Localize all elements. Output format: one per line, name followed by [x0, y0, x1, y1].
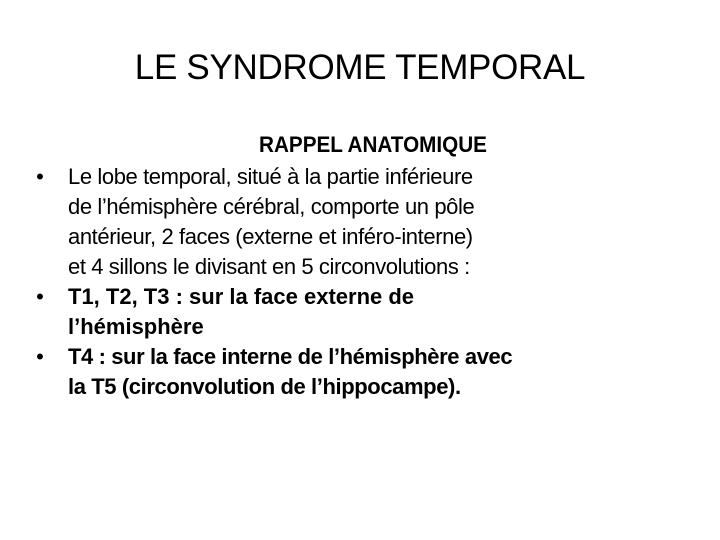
slide-content [36, 128, 672, 402]
bullet-line: antérieur, 2 faces (externe et inféro-interne) [68, 224, 473, 249]
bullet-line: T4 : sur la face interne de l’hémisphère avec [68, 344, 513, 369]
bullet-line: de l’hémisphère cérébral, comporte un pôle [68, 194, 475, 219]
bullet-line: et 4 sillons le divisant en 5 circonvolutions : [68, 254, 470, 279]
bullet-marker: • [36, 284, 44, 309]
bullet-line: la T5 (circonvolution de l’hippocampe). [68, 374, 461, 399]
slide-title: LE SYNDROME TEMPORAL [134, 48, 586, 87]
bullet-item-lobe-temporal [36, 162, 672, 282]
bullet-marker: • [36, 344, 44, 369]
section-subtitle: RAPPEL ANATOMIQUE [259, 132, 487, 157]
bullet-item-t4-t5 [36, 342, 672, 402]
bullet-line: T1, T2, T3 : sur la face externe de [68, 284, 415, 309]
bullet-list [36, 162, 672, 402]
bullet-line: l’hémisphère [68, 314, 204, 339]
bullet-item-t1-t2-t3 [36, 282, 672, 342]
bullet-marker: • [36, 164, 44, 189]
bullet-line: Le lobe temporal, situé à la partie inférieure [68, 164, 473, 189]
